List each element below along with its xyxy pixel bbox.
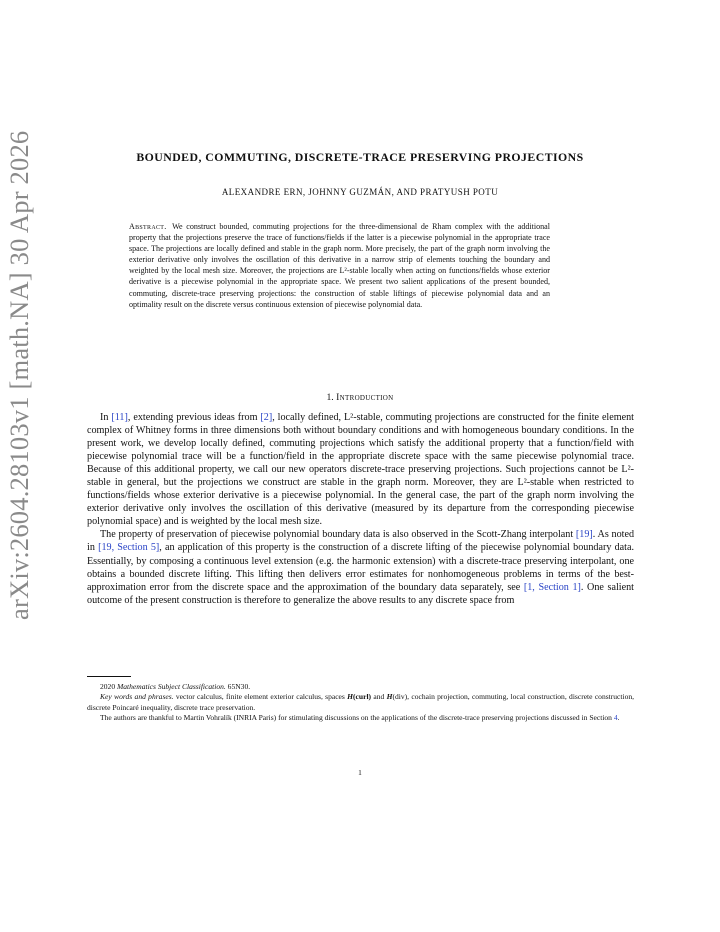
citation-link[interactable]: [11]: [111, 412, 128, 423]
paragraph-text: . As noted in: [87, 529, 635, 554]
arxiv-identifier-stamp: arXiv:2604.28103v1 [math.NA] 30 Apr 2026: [4, 130, 34, 620]
footnote-text: The authors are thankful to Martin Vohralík (INRIA Paris) for stimulating discussions on the applications of the discrete-trace preserving projections discussed in Section: [100, 712, 614, 722]
abstract-label: Abstract.: [129, 222, 167, 231]
paragraph-2: [87, 528, 634, 606]
section-reference-link[interactable]: 4: [613, 712, 618, 722]
citation-link[interactable]: [19, Section 5]: [98, 542, 160, 554]
citation-link[interactable]: [1, Section 1]: [523, 581, 581, 593]
footnote-acknowledgement: [87, 713, 634, 723]
paragraph-text: . One salient outcome of the present construction is therefore to generalize the above results to any discrete space from: [87, 581, 634, 606]
footnote-rule: [87, 676, 131, 677]
paragraph-text: , locally defined, L²-stable, commuting projections are constructed for the finite element complex of Whitney forms in three dimensions both without boundary conditions and with homogeneous boundary conditions. In the present work, we develop locally defined, commuting projections which satisfy the additional property that a function/field with piecewise polynomial trace will be a function/field in the appropriate discrete space with the same piecewise polynomial trace. Because of this additional property, we call our new operators discrete-trace preserving projections. Such projections cannot be L²-stable in general, but the projections we construct are stable in the graph norm. Moreover, they are L²-stable when restricted to functions/fields whose exterior derivative is a piecewise polynomial. In the general case, the part of the graph norm involving the exterior derivative only involves the oscillation of this derivative (measured by its departure from the corresponding piecewise polynomial space) and is weighted by the local mesh size.: [87, 412, 634, 528]
paper-authors: ALEXANDRE ERN, JOHNNY GUZMÁN, AND PRATYUSH POTU: [221, 187, 499, 197]
footnote-text: 2020: [100, 682, 117, 691]
paragraph-text: , an application of this property is the construction of a discrete lifting of the piecewise polynomial boundary data. Essentially, by composing a continuous level extension (e.g. the harmonic extension) with a discrete-trace preserving interpolant, one obtains a bounded discrete lifting. This lifting then delivers error estimates for nonhomogeneous problems in terms of the best-approximation error from the discrete space and the approximation of the boundary data separately, see: [87, 542, 634, 593]
abstract-text: We construct bounded, commuting projections for the three-dimensional de Rham complex with the additional property that the projections preserve the trace of functions/fields if the latter is a piecewise polynomial in the appropriate trace space. The projections are locally defined and stable in the graph norm. More precisely, the part of the graph norm involving the exterior derivative only involves the oscillation of this derivative in a narrow strip of elements touching the boundary and weighted by the local mesh size. Moreover, the projections are L²-stable locally when acting on functions/fields whose exterior derivative is a piecewise polynomial in the appropriate space. We present two salient applications of the present bounded, commuting, discrete-trace preserving projections: the construction of stable liftings of piecewise polynomial data and an optimality result on the discrete versus continuous extension of piecewise polynomial data.: [129, 222, 550, 309]
paragraph-text: In: [100, 412, 112, 423]
footnote-text: , cochain projection, commuting, local construction, discrete construction, discrete Poincaré inequality, discrete trace preservation.: [87, 692, 635, 712]
footnote-label: Mathematics Subject Classification.: [116, 682, 226, 691]
abstract: [129, 221, 550, 310]
footnote-msc: [87, 682, 634, 692]
footnote-text: and: [371, 692, 387, 702]
paragraph-text: , extending previous ideas from: [127, 412, 261, 423]
section-title: Introduction: [336, 392, 394, 403]
math-symbol: H: [386, 692, 393, 702]
math-symbol: H: [347, 692, 354, 702]
citation-link[interactable]: [19]: [575, 529, 593, 541]
paper-title: BOUNDED, COMMUTING, DISCRETE-TRACE PRESERVING PROJECTIONS: [136, 150, 584, 164]
section-heading: [60, 392, 660, 403]
footnotes: [87, 682, 634, 723]
math-symbol: (curl): [353, 692, 372, 702]
footnote-text: .: [617, 712, 620, 722]
paragraph-text: The property of preservation of piecewise polynomial boundary data is also observed in the Scott-Zhang interpolant: [100, 529, 576, 541]
section-number: 1.: [326, 392, 334, 403]
body-text: [87, 411, 634, 607]
footnote-keywords: [87, 692, 634, 713]
footnote-text: 65N30.: [225, 682, 251, 691]
footnote-text: vector calculus, finite element exterior calculus, spaces: [173, 692, 348, 702]
math-symbol: (div): [392, 692, 408, 702]
paragraph-1: [87, 411, 634, 528]
citation-link[interactable]: [2]: [260, 412, 273, 423]
footnote-label: Key words and phrases.: [100, 692, 174, 702]
page-number: 1: [358, 768, 362, 777]
